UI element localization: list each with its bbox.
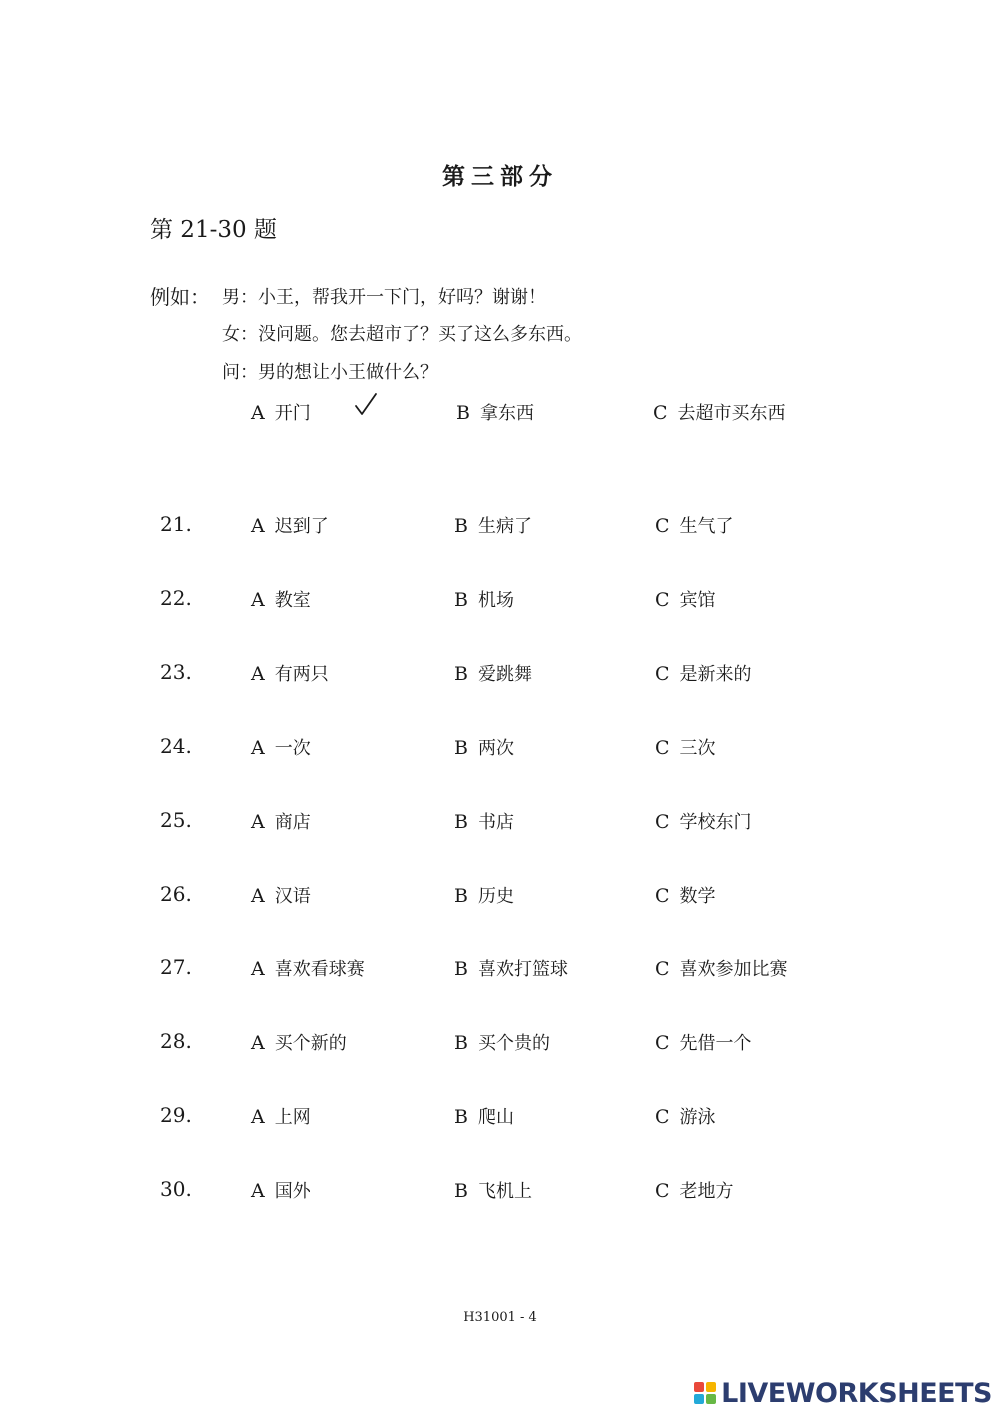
option-letter: B [454,663,468,685]
option-letter: C [655,1032,670,1054]
example-option-b [456,399,534,425]
logo-blocks-icon [694,1382,716,1404]
example-option-c [653,399,786,425]
option-text: 喜欢打篮球 [477,959,568,980]
option-letter: B [454,515,468,537]
option-letter: A [251,1032,265,1054]
section-title: 第三部分 [442,163,558,190]
question-number: 28. [160,1029,192,1053]
option-letter: B [454,1106,468,1128]
option-a[interactable] [251,512,329,538]
question-number: 21. [160,512,192,536]
option-b[interactable] [454,1103,514,1129]
question-number: 30. [160,1177,192,1201]
option-c[interactable] [655,1103,716,1129]
page-footer: H31001 - 4 [463,1310,537,1325]
example-option-a [251,399,311,425]
option-letter: B [454,1180,468,1202]
option-text: 老地方 [679,1181,734,1202]
logo-block [694,1394,704,1404]
option-a[interactable] [251,1029,347,1055]
option-b[interactable] [454,882,514,908]
option-a[interactable] [251,734,311,760]
option-text: 是新来的 [679,664,752,685]
option-letter: C [655,811,670,833]
option-c[interactable] [655,734,716,760]
option-b[interactable] [454,955,568,981]
option-text: 教室 [274,590,311,611]
option-text: 汉语 [274,886,311,907]
option-letter: C [655,885,670,907]
option-text: 生病了 [477,516,532,537]
option-text: 去超市买东西 [677,403,786,424]
option-text: 一次 [274,738,311,759]
option-letter: A [251,402,265,424]
option-text: 宾馆 [679,590,716,611]
option-c[interactable] [655,660,752,686]
option-a[interactable] [251,955,365,981]
question-number: 29. [160,1103,192,1127]
option-b[interactable] [454,512,532,538]
option-text: 先借一个 [679,1033,752,1054]
option-letter: A [251,885,265,907]
question-number: 26. [160,882,192,906]
option-text: 两次 [477,738,514,759]
option-text: 喜欢看球赛 [274,959,365,980]
question-number: 24. [160,734,192,758]
option-text: 国外 [274,1181,311,1202]
option-letter: C [655,958,670,980]
option-a[interactable] [251,1103,311,1129]
option-letter: C [653,402,668,424]
option-c[interactable] [655,1177,734,1203]
option-text: 飞机上 [477,1181,532,1202]
example-man-line: 男：小王，帮我开一下门，好吗？谢谢！ [222,287,546,308]
option-text: 喜欢参加比赛 [679,959,788,980]
option-letter: B [454,1032,468,1054]
option-letter: C [655,515,670,537]
option-letter: C [655,737,670,759]
option-letter: A [251,663,265,685]
option-c[interactable] [655,882,716,908]
option-letter: A [251,958,265,980]
option-a[interactable] [251,1177,311,1203]
logo-block [706,1382,716,1392]
option-letter: B [454,958,468,980]
option-text: 游泳 [679,1107,716,1128]
option-text: 商店 [274,812,311,833]
option-letter: B [454,811,468,833]
option-c[interactable] [655,586,716,612]
option-text: 拿东西 [479,403,534,424]
option-text: 学校东门 [679,812,752,833]
logo-text: LIVEWORKSHEETS [721,1377,992,1409]
option-text: 买个贵的 [477,1033,550,1054]
logo-block [706,1394,716,1404]
option-text: 开门 [274,403,311,424]
option-letter: B [454,589,468,611]
option-text: 买个新的 [274,1033,347,1054]
option-letter: A [251,737,265,759]
option-text: 迟到了 [274,516,329,537]
option-text: 数学 [679,886,716,907]
option-b[interactable] [454,734,514,760]
option-letter: A [251,1106,265,1128]
option-letter: A [251,589,265,611]
option-c[interactable] [655,808,752,834]
option-b[interactable] [454,660,532,686]
example-label: 例如： [150,285,210,309]
check-mark-icon [354,392,378,422]
option-text: 三次 [679,738,716,759]
option-a[interactable] [251,808,311,834]
option-b[interactable] [454,808,514,834]
question-range: 第 21-30 题 [150,217,277,243]
option-text: 书店 [477,812,514,833]
logo-block [694,1382,704,1392]
option-c[interactable] [655,512,734,538]
liveworksheets-logo [694,1376,992,1410]
question-number: 25. [160,808,192,832]
option-letter: C [655,1180,670,1202]
option-text: 上网 [274,1107,311,1128]
option-letter: C [655,1106,670,1128]
option-a[interactable] [251,660,329,686]
option-text: 历史 [477,886,514,907]
option-c[interactable] [655,1029,752,1055]
option-a[interactable] [251,882,311,908]
example-woman-line: 女：没问题。您去超市了？买了这么多东西。 [222,324,582,345]
option-b[interactable] [454,586,514,612]
option-c[interactable] [655,955,788,981]
option-letter: A [251,811,265,833]
option-a[interactable] [251,586,311,612]
option-text: 有两只 [274,664,329,685]
option-letter: A [251,1180,265,1202]
example-question-line: 问：男的想让小王做什么？ [222,362,438,383]
option-letter: C [655,589,670,611]
question-number: 23. [160,660,192,684]
option-text: 爬山 [477,1107,514,1128]
option-b[interactable] [454,1177,532,1203]
option-b[interactable] [454,1029,550,1055]
option-text: 机场 [477,590,514,611]
option-text: 爱跳舞 [477,664,532,685]
option-letter: C [655,663,670,685]
option-letter: B [454,885,468,907]
option-letter: B [456,402,470,424]
option-letter: B [454,737,468,759]
option-letter: A [251,515,265,537]
question-number: 22. [160,586,192,610]
question-number: 27. [160,955,192,979]
option-text: 生气了 [679,516,734,537]
